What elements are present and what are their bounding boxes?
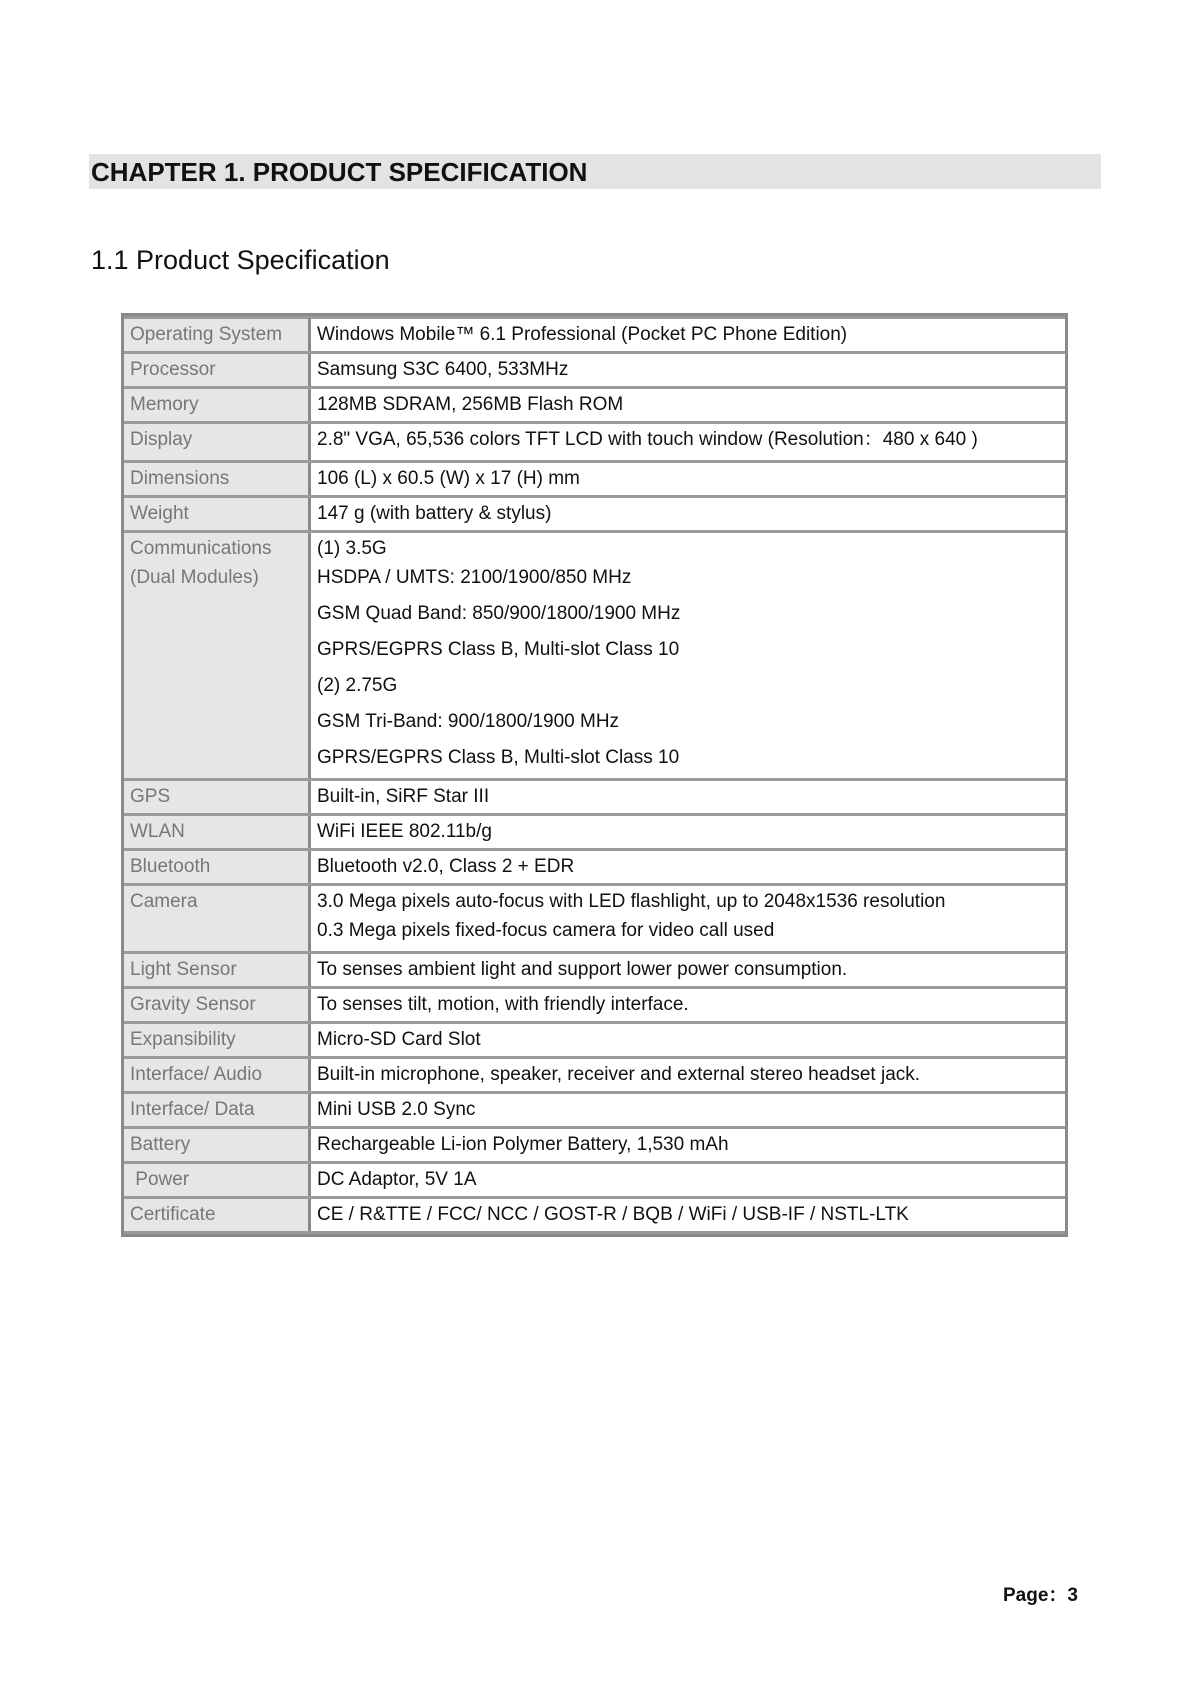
spec-value: 147 g (with battery & stylus): [311, 498, 1065, 530]
spec-row-weight: [124, 498, 1065, 530]
spec-label: Display: [124, 424, 311, 460]
spec-value-line: 0.3 Mega pixels fixed-focus camera for video call used: [317, 920, 775, 941]
spec-label: WLAN: [124, 816, 311, 848]
spec-value: Built-in, SiRF Star III: [311, 781, 1065, 813]
spec-row-operating-system: [124, 319, 1065, 351]
spec-value: Rechargeable Li-ion Polymer Battery, 1,530 mAh: [311, 1129, 1065, 1161]
spec-value-line: GSM Quad Band: 850/900/1800/1900 MHz: [317, 603, 681, 624]
spec-row-camera: [124, 886, 1065, 951]
spec-value: Built-in microphone, speaker, receiver and external stereo headset jack.: [311, 1059, 1065, 1091]
spec-label: Power: [124, 1164, 311, 1196]
spec-label: Memory: [124, 389, 311, 421]
spec-value: Windows Mobile™ 6.1 Professional (Pocket PC Phone Edition): [311, 319, 1065, 351]
spec-value: To senses ambient light and support lower power consumption.: [311, 954, 1065, 986]
spec-row-dimensions: [124, 463, 1065, 495]
spec-value-line: GPRS/EGPRS Class B, Multi-slot Class 10: [317, 639, 680, 660]
spec-value-line: 3.0 Mega pixels auto-focus with LED flashlight, up to 2048x1536 resolution: [317, 891, 946, 912]
spec-row-interface-data: [124, 1094, 1065, 1126]
spec-table: [121, 313, 1068, 1237]
spec-row-battery: [124, 1129, 1065, 1161]
spec-value: Mini USB 2.0 Sync: [311, 1094, 1065, 1126]
spec-value: [311, 886, 1065, 951]
spec-label: Dimensions: [124, 463, 311, 495]
spec-row-certificate: [124, 1199, 1065, 1231]
spec-value: Bluetooth v2.0, Class 2 + EDR: [311, 851, 1065, 883]
spec-label: Bluetooth: [124, 851, 311, 883]
spec-label: Camera: [124, 886, 311, 951]
spec-value-line: GSM Tri-Band: 900/1800/1900 MHz: [317, 711, 620, 732]
spec-label: Interface/ Audio: [124, 1059, 311, 1091]
spec-value: DC Adaptor, 5V 1A: [311, 1164, 1065, 1196]
spec-value: Samsung S3C 6400, 533MHz: [311, 354, 1065, 386]
spec-value-line: (1) 3.5G: [317, 538, 387, 559]
spec-value: 128MB SDRAM, 256MB Flash ROM: [311, 389, 1065, 421]
spec-value: WiFi IEEE 802.11b/g: [311, 816, 1065, 848]
spec-label: Gravity Sensor: [124, 989, 311, 1021]
spec-row-display: [124, 424, 1065, 460]
spec-label: Certificate: [124, 1199, 311, 1231]
spec-row-light-sensor: [124, 954, 1065, 986]
spec-value: CE / R&TTE / FCC/ NCC / GOST-R / BQB / WiFi / USB-IF / NSTL-LTK: [311, 1199, 1065, 1231]
page-number: Page：3: [1003, 1585, 1078, 1606]
spec-label: Battery: [124, 1129, 311, 1161]
spec-row-expansibility: [124, 1024, 1065, 1056]
spec-row-power: [124, 1164, 1065, 1196]
spec-value: 2.8" VGA, 65,536 colors TFT LCD with touch window (Resolution：480 x 640 ): [311, 424, 1065, 460]
spec-row-memory: [124, 389, 1065, 421]
spec-row-communications: [124, 533, 1065, 778]
spec-label: Light Sensor: [124, 954, 311, 986]
spec-label: Expansibility: [124, 1024, 311, 1056]
spec-value: [311, 533, 1065, 778]
spec-row-interface-audio: [124, 1059, 1065, 1091]
spec-value: To senses tilt, motion, with friendly interface.: [311, 989, 1065, 1021]
spec-label: GPS: [124, 781, 311, 813]
chapter-title: CHAPTER 1. PRODUCT SPECIFICATION: [91, 157, 588, 187]
spec-label: [124, 533, 311, 778]
spec-label-line: (Dual Modules): [130, 567, 259, 588]
spec-row-gravity-sensor: [124, 989, 1065, 1021]
spec-value-line: (2) 2.75G: [317, 675, 398, 696]
spec-label: Processor: [124, 354, 311, 386]
spec-value: Micro-SD Card Slot: [311, 1024, 1065, 1056]
spec-row-gps: [124, 781, 1065, 813]
spec-label: Weight: [124, 498, 311, 530]
spec-label: Operating System: [124, 319, 311, 351]
spec-label: Interface/ Data: [124, 1094, 311, 1126]
spec-value-line: HSDPA / UMTS: 2100/1900/850 MHz: [317, 567, 632, 588]
spec-value: 106 (L) x 60.5 (W) x 17 (H) mm: [311, 463, 1065, 495]
spec-row-bluetooth: [124, 851, 1065, 883]
section-title: 1.1 Product Specification: [91, 245, 390, 275]
spec-row-wlan: [124, 816, 1065, 848]
spec-label-line: Communications: [130, 538, 272, 559]
spec-value-line: GPRS/EGPRS Class B, Multi-slot Class 10: [317, 747, 680, 768]
spec-row-processor: [124, 354, 1065, 386]
